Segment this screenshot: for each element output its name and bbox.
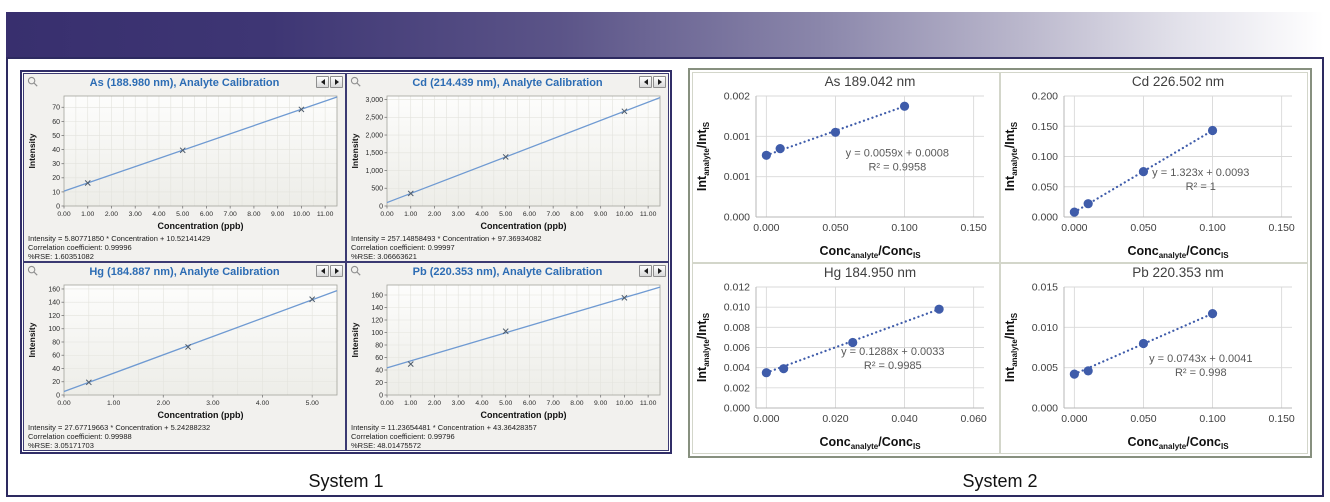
chart-header (347, 263, 668, 280)
svg-text:70: 70 (52, 104, 60, 112)
right-arrow-icon (658, 268, 662, 274)
left-arrow-icon (644, 268, 648, 274)
x-axis-title: Concanalyte/ConcIS (819, 244, 921, 260)
svg-text:9.00: 9.00 (594, 211, 608, 218)
curve-nav (316, 76, 343, 88)
chart-header (24, 74, 345, 91)
svg-text:4.00: 4.00 (255, 400, 270, 407)
svg-text:0.020: 0.020 (822, 413, 849, 425)
svg-text:9.00: 9.00 (594, 400, 608, 407)
svg-text:6.00: 6.00 (522, 211, 537, 218)
svg-text:5.00: 5.00 (499, 400, 513, 407)
svg-text:20: 20 (52, 175, 60, 183)
svg-text:60: 60 (52, 352, 60, 360)
svg-text:0.200: 0.200 (1031, 90, 1058, 103)
svg-text:3.00: 3.00 (128, 211, 142, 218)
trend-r-squared: R² = 0.9985 (863, 359, 922, 372)
svg-text:0: 0 (379, 203, 383, 211)
svg-text:40: 40 (52, 365, 60, 373)
left-arrow-icon (321, 79, 325, 85)
svg-text:0.000: 0.000 (723, 402, 750, 415)
svg-text:1.00: 1.00 (404, 400, 418, 407)
svg-text:0.004: 0.004 (723, 362, 750, 375)
svg-text:0.015: 0.015 (1031, 281, 1058, 294)
prev-curve-button[interactable] (639, 265, 652, 277)
next-curve-button[interactable] (653, 265, 666, 277)
svg-text:0.050: 0.050 (1031, 181, 1058, 194)
svg-text:10.00: 10.00 (292, 211, 310, 218)
x-axis-title: Concanalyte/ConcIS (1127, 244, 1229, 260)
svg-text:6.00: 6.00 (522, 400, 537, 407)
trend-equation: y = 0.0059x + 0.0008 (845, 147, 950, 160)
svg-text:0.150: 0.150 (960, 222, 987, 234)
fit-equation: Intensity = 11.23654481 * Concentration + 43.36428357 (351, 423, 537, 432)
svg-text:1.00: 1.00 (81, 211, 95, 218)
chart-header (24, 263, 345, 280)
y-axis-title: Intanalyte/IntIS (1003, 121, 1019, 192)
correlation-coefficient: Correlation coefficient: 0.99997 (351, 243, 455, 252)
chart-header (347, 74, 668, 91)
calibration-chart-panel-cd (346, 73, 669, 262)
calibration-chart-panel-hg (23, 262, 346, 451)
plot-area (64, 96, 337, 206)
x-axis-title: Concanalyte/ConcIS (819, 435, 921, 451)
svg-text:120: 120 (371, 317, 383, 325)
svg-text:1,000: 1,000 (365, 167, 383, 175)
svg-text:3.00: 3.00 (206, 400, 220, 407)
svg-text:50: 50 (52, 132, 60, 140)
svg-text:1,500: 1,500 (365, 150, 383, 158)
svg-text:500: 500 (371, 185, 383, 193)
svg-text:0: 0 (56, 392, 60, 400)
svg-text:30: 30 (52, 161, 60, 169)
svg-text:140: 140 (48, 299, 60, 307)
svg-text:2.00: 2.00 (427, 400, 442, 407)
y-axis-title: Intanalyte/IntIS (695, 312, 711, 383)
svg-text:0.001: 0.001 (723, 171, 750, 184)
svg-text:0.00: 0.00 (380, 211, 394, 218)
prev-curve-button[interactable] (316, 265, 329, 277)
rse-value: %RSE: 1.60351082 (28, 252, 94, 261)
svg-text:1.00: 1.00 (107, 400, 121, 407)
svg-text:10: 10 (52, 189, 60, 197)
fit-equation: Intensity = 257.14858493 * Concentration + 97.36934082 (351, 234, 542, 243)
svg-text:4.00: 4.00 (152, 211, 166, 218)
svg-text:20: 20 (52, 379, 60, 387)
svg-text:0.010: 0.010 (1031, 321, 1058, 334)
chart-title: As (188.980 nm), Analyte Calibration (89, 77, 280, 89)
calibration-stats (24, 233, 345, 261)
svg-text:2,000: 2,000 (365, 132, 383, 140)
correlation-coefficient: Correlation coefficient: 0.99996 (28, 243, 132, 252)
svg-text:0.100: 0.100 (1031, 151, 1058, 163)
svg-text:120: 120 (48, 312, 60, 320)
next-curve-button[interactable] (653, 76, 666, 88)
as-calibration-plot (24, 91, 346, 233)
svg-text:40: 40 (375, 367, 383, 375)
svg-text:4.00: 4.00 (475, 211, 489, 218)
svg-text:0.001: 0.001 (723, 130, 750, 143)
svg-text:8.00: 8.00 (570, 400, 584, 407)
svg-text:9.00: 9.00 (271, 211, 285, 218)
svg-text:8.00: 8.00 (570, 211, 584, 218)
svg-text:160: 160 (371, 292, 383, 300)
svg-text:7.00: 7.00 (546, 211, 560, 218)
svg-text:40: 40 (52, 146, 60, 154)
svg-text:0.000: 0.000 (753, 413, 780, 425)
pb-calibration-plot (347, 280, 669, 422)
svg-text:3,000: 3,000 (365, 96, 383, 104)
calibration-stats (24, 422, 345, 450)
axis-tick-labels (724, 91, 987, 235)
svg-text:2.00: 2.00 (156, 400, 170, 407)
calibration-stats (347, 233, 668, 261)
plot-area (387, 96, 660, 206)
rse-value: %RSE: 3.06663621 (351, 252, 417, 261)
svg-text:80: 80 (52, 339, 60, 347)
rse-value: %RSE: 48.01475572 (351, 441, 422, 450)
svg-text:11.00: 11.00 (316, 211, 334, 218)
trend-r-squared: R² = 0.998 (1174, 367, 1227, 380)
right-arrow-icon (335, 79, 339, 85)
system1-chart-grid (23, 73, 669, 451)
svg-text:10.00: 10.00 (615, 211, 633, 218)
prev-curve-button[interactable] (316, 76, 329, 88)
x-axis-title: Concanalyte/ConcIS (1127, 435, 1229, 451)
svg-text:0.100: 0.100 (1199, 222, 1226, 234)
ratio-chart-panel-cd (1000, 72, 1308, 263)
hg-ratio-plot (693, 264, 999, 453)
svg-text:0.000: 0.000 (753, 222, 780, 234)
pb-ratio-plot (1001, 264, 1307, 453)
curve-nav (316, 265, 343, 277)
svg-text:140: 140 (371, 304, 383, 312)
svg-text:10.00: 10.00 (615, 400, 633, 407)
svg-text:80: 80 (375, 342, 383, 350)
y-axis-title: Intanalyte/IntIS (695, 121, 711, 192)
fit-equation: Intensity = 27.67719663 * Concentration + 5.24288232 (28, 423, 211, 432)
chart-title: As 189.042 nm (824, 74, 916, 89)
chart-title: Hg 184.950 nm (823, 265, 917, 280)
fit-equation: Intensity = 5.80771850 * Concentration + 10.52141429 (28, 234, 211, 243)
svg-text:11.00: 11.00 (639, 211, 657, 218)
y-axis-title: Intensity (350, 322, 360, 358)
rse-value: %RSE: 3.05171703 (28, 441, 94, 450)
svg-text:5.00: 5.00 (499, 211, 513, 218)
svg-text:0.005: 0.005 (1031, 362, 1058, 375)
plot-area (387, 285, 660, 395)
chart-title: Cd 226.502 nm (1131, 74, 1225, 89)
cd-calibration-plot (347, 91, 669, 233)
calibration-chart-panel-as (23, 73, 346, 262)
svg-text:8.00: 8.00 (247, 211, 261, 218)
left-arrow-icon (644, 79, 648, 85)
svg-text:100: 100 (371, 329, 383, 337)
svg-text:2.00: 2.00 (427, 211, 442, 218)
system1-caption: System 1 (308, 471, 384, 491)
svg-text:0.050: 0.050 (1130, 222, 1157, 234)
system2-chart-grid (692, 72, 1308, 454)
hg-calibration-plot (24, 280, 346, 422)
svg-text:0.000: 0.000 (1031, 211, 1058, 224)
ratio-chart-panel-hg (692, 263, 1000, 454)
svg-text:20: 20 (375, 379, 383, 387)
correlation-coefficient: Correlation coefficient: 0.99988 (28, 432, 132, 441)
content-frame (6, 57, 1324, 497)
svg-text:1.00: 1.00 (404, 211, 418, 218)
svg-text:0.100: 0.100 (891, 222, 918, 234)
x-axis-title: Concentration (ppb) (480, 410, 567, 420)
y-axis-title: Intanalyte/IntIS (1003, 312, 1019, 383)
svg-text:3.00: 3.00 (451, 400, 465, 407)
ratio-chart-panel-pb (1000, 263, 1308, 454)
svg-text:3.00: 3.00 (451, 211, 465, 218)
svg-text:2,500: 2,500 (365, 114, 383, 122)
plot-area (64, 285, 337, 395)
svg-text:60: 60 (52, 118, 60, 126)
svg-text:0.00: 0.00 (380, 400, 394, 407)
ratio-chart-panel-as (692, 72, 1000, 263)
svg-text:0.002: 0.002 (723, 90, 750, 103)
svg-text:0.150: 0.150 (1268, 222, 1295, 234)
x-axis-title: Concentration (ppb) (157, 410, 244, 420)
svg-text:0.050: 0.050 (1130, 413, 1157, 425)
chart-title: Cd (214.439 nm), Analyte Calibration (412, 77, 603, 89)
svg-text:0.012: 0.012 (723, 281, 750, 294)
svg-text:0.000: 0.000 (1031, 402, 1058, 415)
y-axis-title: Intensity (27, 133, 37, 169)
svg-text:0.00: 0.00 (57, 211, 71, 218)
y-axis-title: Intensity (27, 322, 37, 358)
calibration-stats (347, 422, 668, 450)
svg-text:0.000: 0.000 (723, 211, 750, 224)
svg-text:0.010: 0.010 (723, 301, 750, 314)
svg-text:0.008: 0.008 (723, 321, 750, 334)
svg-text:0.00: 0.00 (57, 400, 71, 407)
chart-title: Hg (184.887 nm), Analyte Calibration (89, 266, 280, 278)
svg-text:7.00: 7.00 (546, 400, 560, 407)
svg-text:0.060: 0.060 (960, 413, 987, 425)
x-axis-title: Concentration (ppb) (480, 221, 567, 231)
svg-text:160: 160 (48, 286, 60, 294)
gridlines (1064, 287, 1292, 408)
svg-text:0.006: 0.006 (723, 342, 750, 354)
svg-text:6.00: 6.00 (199, 211, 214, 218)
svg-text:7.00: 7.00 (223, 211, 237, 218)
trend-equation: y = 0.1288x + 0.0033 (841, 345, 945, 358)
correlation-coefficient: Correlation coefficient: 0.99796 (351, 432, 455, 441)
right-arrow-icon (658, 79, 662, 85)
system1-panel (20, 70, 672, 454)
next-curve-button[interactable] (330, 76, 343, 88)
trend-equation: y = 0.0743x + 0.0041 (1149, 353, 1253, 366)
svg-text:0: 0 (379, 392, 383, 400)
svg-text:0.002: 0.002 (723, 382, 750, 395)
svg-text:0: 0 (56, 203, 60, 211)
svg-text:5.00: 5.00 (176, 211, 190, 218)
next-curve-button[interactable] (330, 265, 343, 277)
svg-text:0.150: 0.150 (1268, 413, 1295, 425)
cd-ratio-plot (1001, 73, 1307, 262)
svg-text:0.050: 0.050 (822, 222, 849, 234)
calibration-chart-panel-pb (346, 262, 669, 451)
curve-nav (639, 265, 666, 277)
top-banner-gradient (6, 12, 1324, 57)
svg-text:0.000: 0.000 (1061, 413, 1088, 425)
svg-text:5.00: 5.00 (305, 400, 319, 407)
trend-r-squared: R² = 0.9958 (868, 161, 927, 174)
curve-nav (639, 76, 666, 88)
svg-text:100: 100 (48, 326, 60, 334)
prev-curve-button[interactable] (639, 76, 652, 88)
svg-text:2.00: 2.00 (104, 211, 119, 218)
right-arrow-icon (335, 268, 339, 274)
svg-text:11.00: 11.00 (639, 400, 657, 407)
as-ratio-plot (693, 73, 999, 262)
chart-title: Pb 220.353 nm (1132, 265, 1224, 280)
svg-text:0.100: 0.100 (1199, 413, 1226, 425)
svg-text:4.00: 4.00 (475, 400, 489, 407)
svg-text:0.000: 0.000 (1061, 222, 1088, 234)
system2-caption: System 2 (962, 471, 1038, 491)
y-axis-title: Intensity (350, 133, 360, 169)
svg-text:60: 60 (375, 354, 383, 362)
left-arrow-icon (321, 268, 325, 274)
x-axis-title: Concentration (ppb) (157, 221, 244, 231)
trend-equation: y = 1.323x + 0.0093 (1152, 166, 1250, 179)
svg-text:0.150: 0.150 (1031, 120, 1058, 133)
chart-title: Pb (220.353 nm), Analyte Calibration (412, 266, 603, 278)
svg-text:0.040: 0.040 (891, 413, 918, 425)
trend-r-squared: R² = 1 (1185, 180, 1216, 193)
system2-panel (688, 68, 1312, 458)
